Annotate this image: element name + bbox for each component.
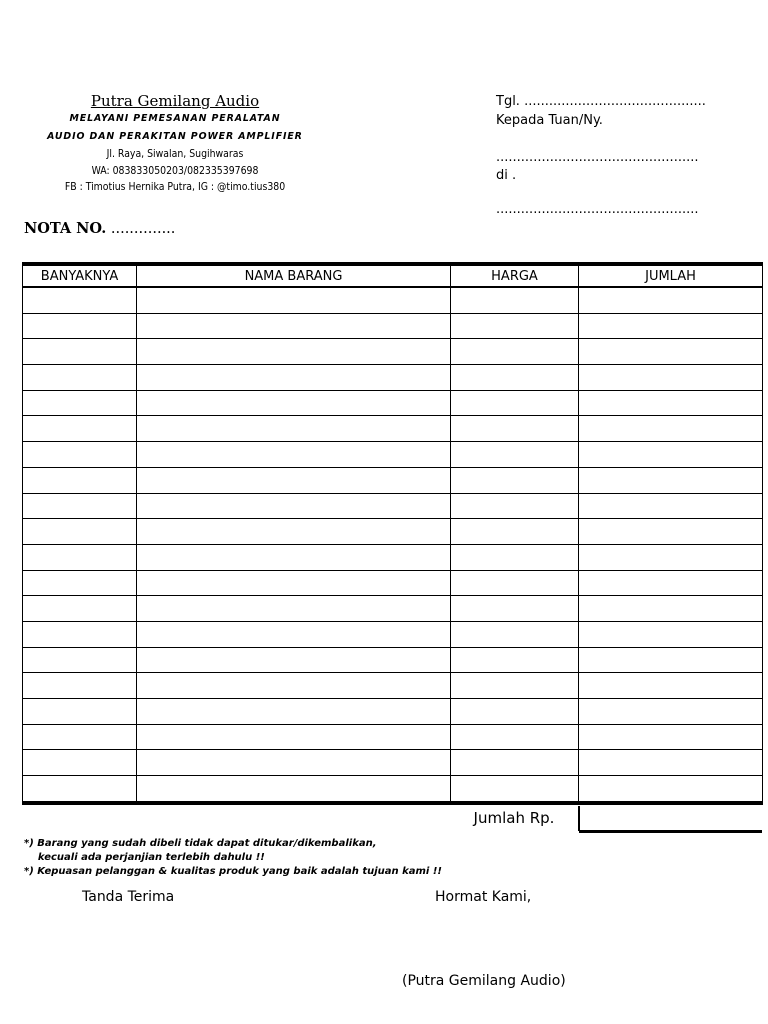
cell-item-name[interactable] <box>137 390 451 416</box>
cell-item-name[interactable] <box>137 365 451 391</box>
table-row <box>23 365 763 391</box>
cell-price[interactable] <box>451 750 579 776</box>
table-row <box>23 724 763 750</box>
note-line: *) Barang yang sudah dibeli tidak dapat ditukar/dikembalikan, <box>24 838 377 849</box>
table-body <box>23 287 763 803</box>
cell-item-name[interactable] <box>137 647 451 673</box>
cell-item-name[interactable] <box>137 339 451 365</box>
table-row <box>23 544 763 570</box>
note-line: kecuali ada perjanjian terlebih dahulu !! <box>24 852 265 863</box>
cell-quantity[interactable] <box>23 673 137 699</box>
cell-price[interactable] <box>451 673 579 699</box>
recipient-label: Kepada Tuan/Ny. <box>496 113 603 128</box>
cell-item-name[interactable] <box>137 467 451 493</box>
company-social: FB : Timotius Hernika Putra, IG : @timo.tius380 <box>64 181 286 193</box>
cell-price[interactable] <box>451 390 579 416</box>
cell-amount[interactable] <box>579 724 763 750</box>
cell-price[interactable] <box>451 647 579 673</box>
cell-quantity[interactable] <box>23 467 137 493</box>
cell-price[interactable] <box>451 442 579 468</box>
cell-item-name[interactable] <box>137 519 451 545</box>
cell-amount[interactable] <box>579 621 763 647</box>
table-row <box>23 699 763 725</box>
cell-quantity[interactable] <box>23 647 137 673</box>
table-row <box>23 442 763 468</box>
cell-quantity[interactable] <box>23 596 137 622</box>
sender-name: (Putra Gemilang Audio) <box>402 973 566 989</box>
cell-amount[interactable] <box>579 776 763 803</box>
cell-item-name[interactable] <box>137 287 451 313</box>
table-row <box>23 287 763 313</box>
items-table <box>22 262 763 805</box>
recipient-name-line[interactable]: ................................................. <box>496 150 699 165</box>
cell-price[interactable] <box>451 416 579 442</box>
cell-quantity[interactable] <box>23 544 137 570</box>
cell-amount[interactable] <box>579 699 763 725</box>
table-row <box>23 339 763 365</box>
cell-item-name[interactable] <box>137 570 451 596</box>
cell-quantity[interactable] <box>23 750 137 776</box>
cell-price[interactable] <box>451 493 579 519</box>
cell-quantity[interactable] <box>23 621 137 647</box>
cell-amount[interactable] <box>579 750 763 776</box>
cell-item-name[interactable] <box>137 416 451 442</box>
cell-item-name[interactable] <box>137 750 451 776</box>
cell-amount[interactable] <box>579 287 763 313</box>
total-label: Jumlah Rp. <box>450 806 580 831</box>
cell-price[interactable] <box>451 287 579 313</box>
nota-number-field[interactable]: .............. <box>106 221 176 237</box>
cell-item-name[interactable] <box>137 621 451 647</box>
cell-price[interactable] <box>451 544 579 570</box>
cell-price[interactable] <box>451 467 579 493</box>
nota-label: NOTA NO. <box>24 220 107 237</box>
cell-amount[interactable] <box>579 544 763 570</box>
cell-amount[interactable] <box>579 519 763 545</box>
column-header-amount: JUMLAH <box>579 264 763 287</box>
cell-item-name[interactable] <box>137 776 451 803</box>
column-header-quantity: BANYAKNYA <box>23 264 137 287</box>
company-address: Jl. Raya, Siwalan, Sugihwaras <box>106 148 244 160</box>
column-header-item-name: NAMA BARANG <box>137 264 451 287</box>
sender-signature-label: Hormat Kami, <box>435 889 532 905</box>
date-line[interactable]: Tgl. ............................................ <box>496 94 706 109</box>
company-whatsapp: WA: 083833050203/082335397698 <box>91 164 259 177</box>
cell-item-name[interactable] <box>137 596 451 622</box>
recipient-location-label: di . <box>496 168 517 183</box>
cell-quantity[interactable] <box>23 493 137 519</box>
cell-quantity[interactable] <box>23 339 137 365</box>
table-row <box>23 776 763 803</box>
cell-quantity[interactable] <box>23 776 137 803</box>
cell-price[interactable] <box>451 776 579 803</box>
receiver-signature-label: Tanda Terima <box>82 889 175 905</box>
cell-item-name[interactable] <box>137 724 451 750</box>
table-row <box>23 313 763 339</box>
table-row <box>23 493 763 519</box>
terms-notes <box>24 837 442 879</box>
cell-price[interactable] <box>451 596 579 622</box>
cell-quantity[interactable] <box>23 570 137 596</box>
company-header <box>22 92 328 196</box>
cell-amount[interactable] <box>579 365 763 391</box>
cell-quantity[interactable] <box>23 519 137 545</box>
table-row <box>23 416 763 442</box>
cell-item-name[interactable] <box>137 699 451 725</box>
total-amount-field[interactable] <box>579 806 762 833</box>
cell-item-name[interactable] <box>137 493 451 519</box>
table-row <box>23 750 763 776</box>
recipient-address-line[interactable]: ................................................. <box>496 202 699 217</box>
cell-amount[interactable] <box>579 339 763 365</box>
company-tagline-1: MELAYANI PEMESANAN PERALATAN <box>69 113 281 124</box>
cell-quantity[interactable] <box>23 313 137 339</box>
cell-item-name[interactable] <box>137 442 451 468</box>
cell-quantity[interactable] <box>23 442 137 468</box>
table-row <box>23 673 763 699</box>
cell-amount[interactable] <box>579 596 763 622</box>
table-row <box>23 621 763 647</box>
cell-amount[interactable] <box>579 647 763 673</box>
cell-price[interactable] <box>451 621 579 647</box>
cell-price[interactable] <box>451 519 579 545</box>
cell-item-name[interactable] <box>137 544 451 570</box>
cell-quantity[interactable] <box>23 287 137 313</box>
company-name: Putra Gemilang Audio <box>90 92 260 110</box>
note-line: *) Kepuasan pelanggan & kualitas produk yang baik adalah tujuan kami !! <box>24 866 442 877</box>
cell-price[interactable] <box>451 724 579 750</box>
cell-quantity[interactable] <box>23 390 137 416</box>
nota-number <box>24 220 175 237</box>
cell-item-name[interactable] <box>137 313 451 339</box>
cell-amount[interactable] <box>579 673 763 699</box>
cell-item-name[interactable] <box>137 673 451 699</box>
cell-price[interactable] <box>451 365 579 391</box>
table-row <box>23 570 763 596</box>
cell-quantity[interactable] <box>23 699 137 725</box>
cell-price[interactable] <box>451 699 579 725</box>
table-row <box>23 647 763 673</box>
cell-amount[interactable] <box>579 493 763 519</box>
column-header-price: HARGA <box>451 264 579 287</box>
company-tagline-2: AUDIO DAN PERAKITAN POWER AMPLIFIER <box>47 131 303 142</box>
table-row <box>23 519 763 545</box>
cell-amount[interactable] <box>579 313 763 339</box>
cell-quantity[interactable] <box>23 416 137 442</box>
cell-quantity[interactable] <box>23 724 137 750</box>
cell-amount[interactable] <box>579 390 763 416</box>
cell-amount[interactable] <box>579 467 763 493</box>
cell-price[interactable] <box>451 570 579 596</box>
cell-quantity[interactable] <box>23 365 137 391</box>
cell-amount[interactable] <box>579 416 763 442</box>
cell-price[interactable] <box>451 313 579 339</box>
table-row <box>23 390 763 416</box>
table-row <box>23 467 763 493</box>
cell-amount[interactable] <box>579 442 763 468</box>
table-header-row <box>23 264 763 287</box>
cell-amount[interactable] <box>579 570 763 596</box>
table-row <box>23 596 763 622</box>
cell-price[interactable] <box>451 339 579 365</box>
